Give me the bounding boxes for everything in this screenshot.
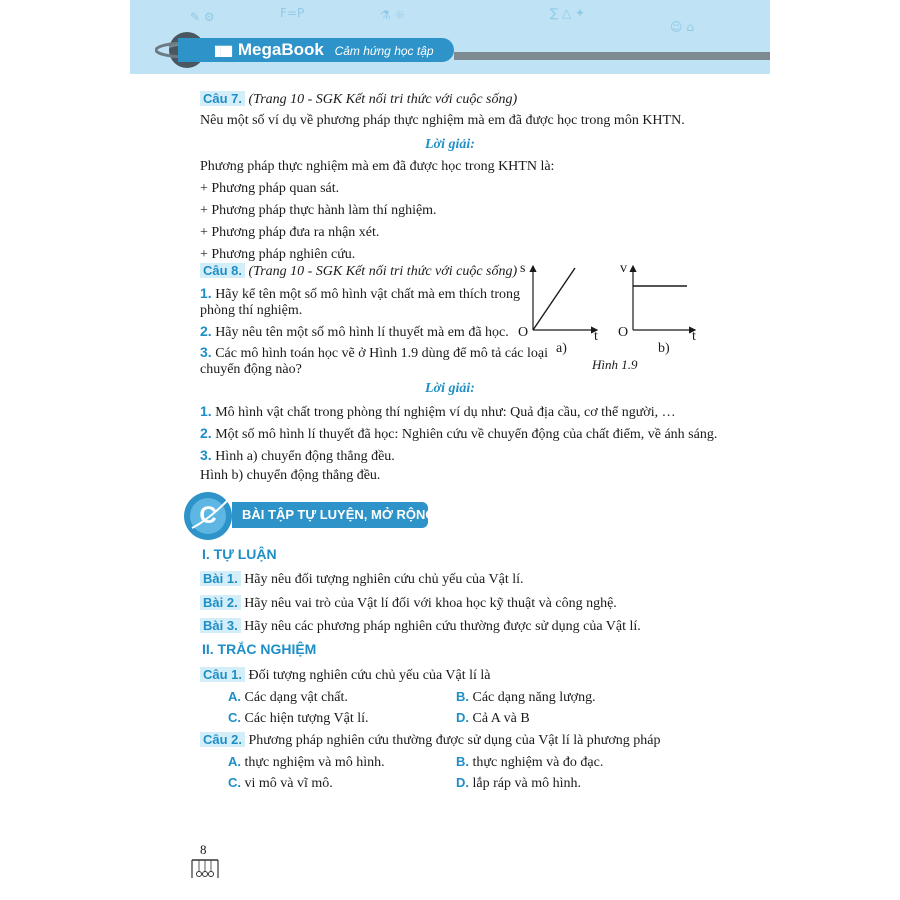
item-number: 3. — [200, 344, 212, 360]
mc-option — [228, 688, 348, 707]
figure-caption: Hình 1.9 — [592, 357, 638, 372]
answer-intro: Phương pháp thực nghiệm mà em đã được học trong KHTN là: — [200, 159, 555, 174]
answer-number: 3. — [200, 447, 212, 463]
section-trac-nghiem-title: II. TRẮC NGHIỆM — [202, 641, 317, 657]
graph-a-origin: O — [518, 325, 529, 340]
graph-b-caption: b) — [658, 341, 670, 356]
question-label: Câu 7. — [200, 91, 245, 106]
exercise-text: Hãy nêu vai trò của Vật lí đối với khoa học kỹ thuật và công nghệ. — [244, 596, 617, 611]
answer-line: Hình b) chuyển động thẳng đều. — [200, 468, 381, 483]
figure-graphs — [515, 258, 705, 354]
brand-logo — [214, 40, 434, 60]
option-key: C. — [228, 775, 241, 790]
question-text: Nêu một số ví dụ về phương pháp thực nghiệm mà em đã được học trong môn KHTN. — [200, 113, 685, 128]
question-item — [200, 322, 509, 342]
answer-text: Hình a) chuyển động thẳng đều. — [215, 449, 395, 464]
graph-b-y-label: v — [620, 261, 627, 276]
option-text: thực nghiệm và đo đạc. — [472, 755, 604, 770]
option-text: vi mô và vĩ mô. — [244, 776, 333, 791]
answer-line: + Phương pháp thực hành làm thí nghiệm. — [200, 203, 437, 218]
mc-option — [228, 753, 385, 772]
item-text: Hãy kể tên một số mô hình vật chất mà em thích trong — [215, 287, 521, 302]
exercise-item — [200, 617, 641, 636]
exercise-text: Hãy nêu đối tượng nghiên cứu chủ yếu của Vật lí. — [244, 572, 524, 587]
option-text: thực nghiệm và mô hình. — [244, 755, 385, 770]
option-key: B. — [456, 754, 469, 769]
section-tu-luan-title: I. TỰ LUẬN — [202, 546, 277, 562]
doodle-icon: ∑ △ ✦ — [550, 6, 585, 20]
mc-option — [456, 709, 530, 728]
option-key: C. — [228, 710, 241, 725]
exercise-text: Hãy nêu các phương pháp nghiên cứu thường được sử dụng của Vật lí. — [244, 619, 641, 634]
answer-number: 1. — [200, 403, 212, 419]
brand-name: MegaBook — [237, 40, 324, 59]
answer-line: + Phương pháp nghiên cứu. — [200, 247, 356, 262]
option-key: A. — [228, 689, 241, 704]
section-c-letter: C — [199, 502, 217, 529]
answer-line: + Phương pháp đưa ra nhận xét. — [200, 225, 380, 240]
answer-text: Một số mô hình lí thuyết đã học: Nghiên cứu về chuyển động của chất điểm, về ánh sáng. — [215, 427, 718, 442]
mc-option — [228, 774, 333, 793]
brand-bar — [178, 38, 770, 62]
option-text: Các hiện tượng Vật lí. — [244, 711, 369, 726]
exercise-label: Bài 1. — [200, 571, 241, 586]
question-source: (Trang 10 - SGK Kết nối tri thức với cuộc sống) — [248, 264, 518, 279]
answer-line — [200, 446, 395, 466]
brand-mark-icon: ▮▮▮ — [214, 42, 232, 58]
option-text: lắp ráp và mô hình. — [472, 776, 581, 791]
mc-question-text: Phương pháp nghiên cứu thường được sử dụng của Vật lí là phương pháp — [248, 733, 661, 748]
mc-question — [200, 666, 491, 685]
answer-line — [200, 424, 717, 444]
option-key: D. — [456, 710, 469, 725]
exercise-item — [200, 570, 524, 589]
doodle-icon: ✎ ⚙ — [190, 10, 215, 24]
header-banner — [130, 0, 770, 74]
solution-title: Lời giải: — [425, 137, 475, 152]
newtons-cradle-icon — [190, 858, 220, 880]
mc-question-label: Câu 1. — [200, 667, 245, 682]
answer-number: 2. — [200, 425, 212, 441]
question-item — [200, 284, 520, 304]
exercise-label: Bài 2. — [200, 595, 241, 610]
item-number: 1. — [200, 285, 212, 301]
graph-a-caption: a) — [556, 341, 567, 356]
graph-a-x-label: t — [594, 329, 598, 344]
option-key: A. — [228, 754, 241, 769]
solution-title: Lời giải: — [425, 381, 475, 396]
graph-a-y-label: s — [520, 261, 526, 276]
page-number: 8 — [200, 842, 207, 857]
item-text-cont: phòng thí nghiệm. — [200, 303, 303, 318]
option-text: Các dạng vật chất. — [244, 690, 348, 705]
answer-line — [200, 402, 676, 422]
mc-option — [228, 709, 369, 728]
item-text-cont: chuyển động nào? — [200, 362, 302, 377]
question-source: (Trang 10 - SGK Kết nối tri thức với cuộc sống) — [248, 92, 518, 107]
mc-question-text: Đối tượng nghiên cứu chủ yếu của Vật lí là — [248, 668, 491, 683]
doodle-icon: ⚗ ☼ — [380, 8, 406, 22]
mc-question — [200, 731, 661, 750]
answer-text: Mô hình vật chất trong phòng thí nghiệm ví dụ như: Quả địa cầu, cơ thể người, … — [215, 405, 676, 420]
option-text: Các dạng năng lượng. — [472, 690, 596, 705]
question-heading — [200, 90, 517, 109]
question-heading — [200, 262, 517, 281]
graph-a-line — [533, 268, 575, 330]
item-text: Các mô hình toán học vẽ ở Hình 1.9 dùng để mô tả các loại — [215, 346, 549, 361]
exercise-label: Bài 3. — [200, 618, 241, 633]
mc-option — [456, 753, 603, 772]
item-text: Hãy nêu tên một số mô hình lí thuyết mà em đã học. — [215, 325, 509, 340]
graph-b-x-label: t — [692, 329, 696, 344]
doodle-icon: ☺ ⌂ — [670, 20, 694, 34]
question-label: Câu 8. — [200, 263, 245, 278]
section-c-title: BÀI TẬP TỰ LUYỆN, MỞ RỘNG — [232, 502, 428, 528]
question-item — [200, 343, 548, 363]
formula-doodle: F=P — [280, 6, 305, 20]
mc-option — [456, 774, 581, 793]
option-key: D. — [456, 775, 469, 790]
mc-question-label: Câu 2. — [200, 732, 245, 747]
answer-line: + Phương pháp quan sát. — [200, 181, 340, 196]
brand-tagline: Cảm hứng học tập — [334, 44, 434, 58]
item-number: 2. — [200, 323, 212, 339]
mc-option — [456, 688, 596, 707]
exercise-item — [200, 594, 617, 613]
graph-b-origin: O — [618, 325, 629, 340]
option-text: Cả A và B — [472, 711, 530, 726]
option-key: B. — [456, 689, 469, 704]
